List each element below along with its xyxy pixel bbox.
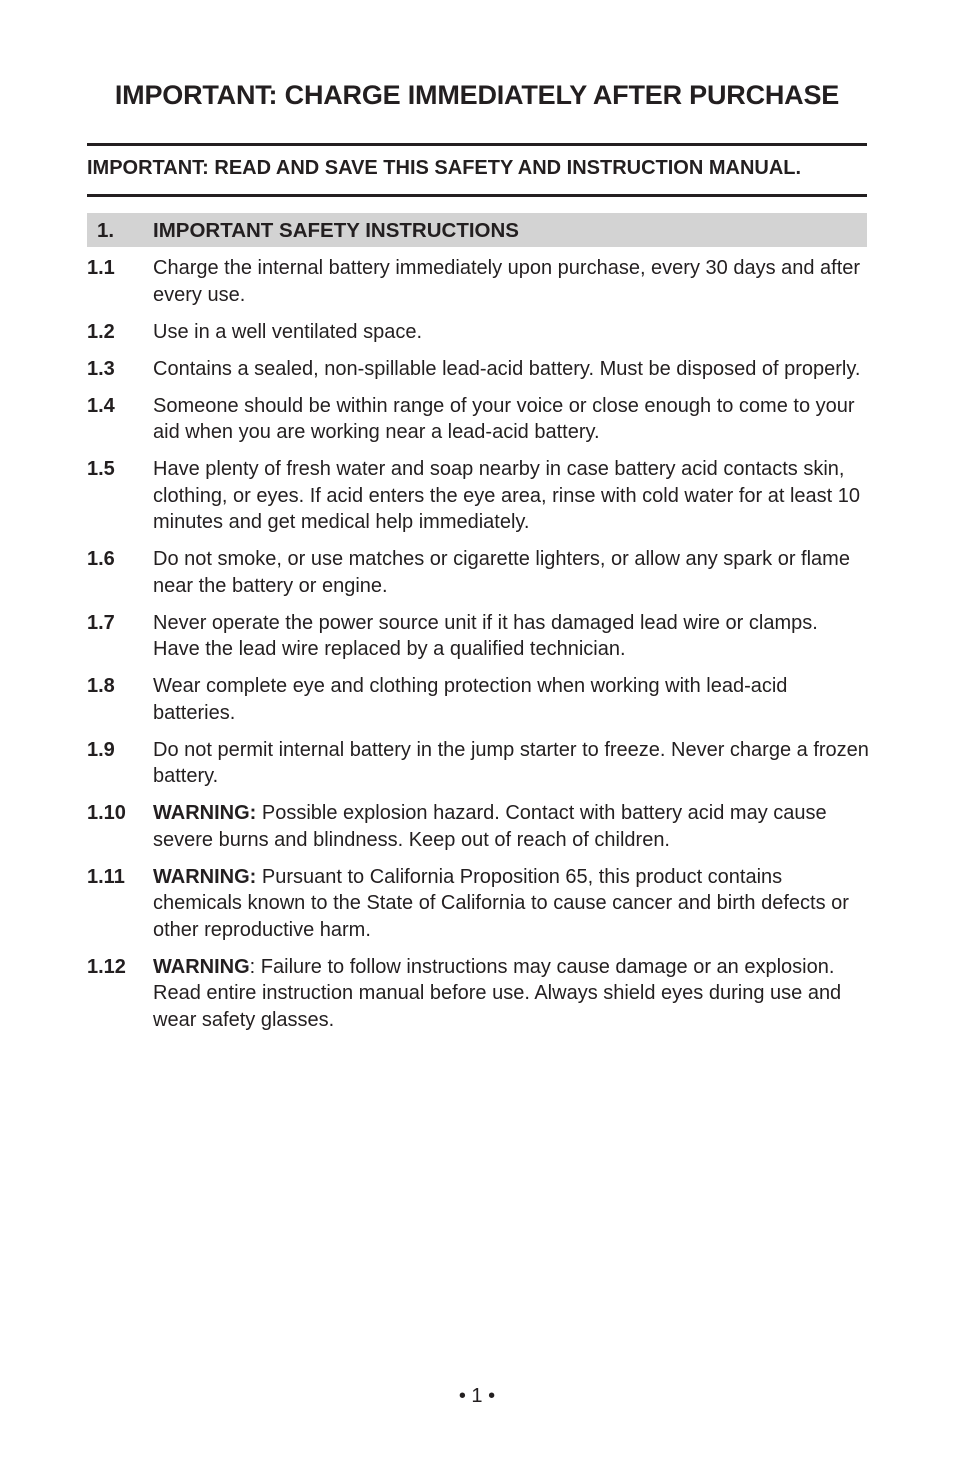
item-number: 1.8 [87, 675, 115, 697]
page-title: IMPORTANT: CHARGE IMMEDIATELY AFTER PURCHASE [114, 80, 840, 110]
item-number: 1.9 [87, 738, 115, 761]
page-number: • 1 • [458, 1385, 496, 1407]
item-text: : Failure to follow instructions may cause damage or an explosion. Read entire instruction manual before use. Always shield eyes during use and wear safety glasses. [153, 955, 842, 1031]
item-number: 1.4 [87, 394, 115, 417]
list-item [87, 546, 869, 599]
list-item [87, 673, 869, 726]
section-header [87, 213, 867, 247]
warning-label: WARNING [153, 955, 250, 978]
list-item [87, 393, 869, 446]
list-item [87, 610, 869, 663]
item-number: 1.7 [87, 611, 115, 634]
item-text: Possible explosion hazard. Contact with battery acid may cause severe burns and blindness. Keep out of reach of children. [153, 802, 827, 851]
section-number: 1. [97, 219, 115, 242]
section-title: IMPORTANT SAFETY INSTRUCTIONS [153, 219, 519, 242]
warning-label: WARNING: [153, 802, 257, 824]
item-text: Have plenty of fresh water and soap nearby in case battery acid contacts skin, clothing, or eyes. If acid enters the eye area, rinse with cold water for at least 10 minutes and get medical help immediately. [153, 458, 861, 533]
item-text: Do not permit internal battery in the jump starter to freeze. Never charge a frozen battery. [153, 738, 869, 787]
item-text: Use in a well ventilated space. [153, 320, 423, 343]
list-item-warning [87, 800, 869, 853]
item-text: Charge the internal battery immediately upon purchase, every 30 days and after every use. [153, 257, 861, 306]
item-text: Wear complete eye and clothing protection when working with lead-acid batteries. [153, 675, 788, 724]
warning-label: WARNING: [153, 865, 257, 888]
item-number: 1.3 [87, 357, 115, 380]
list-item [87, 737, 869, 790]
list-item [87, 319, 869, 346]
item-number: 1.12 [87, 955, 126, 978]
list-item [87, 356, 869, 383]
item-text: Someone should be within range of your voice or close enough to come to your aid when you are working near a lead-acid battery. [153, 394, 855, 443]
item-number: 1.6 [87, 548, 115, 570]
item-text: Do not smoke, or use matches or cigarette lighters, or allow any spark or flame near the battery or engine. [153, 548, 850, 597]
item-number: 1.2 [87, 320, 115, 343]
manual-subtitle: IMPORTANT: READ AND SAVE THIS SAFETY AND INSTRUCTION MANUAL. [87, 157, 802, 179]
item-text: Never operate the power source unit if it has damaged lead wire or clamps. Have the lead wire replaced by a qualified technician. [153, 611, 818, 660]
item-number: 1.11 [87, 865, 125, 888]
bottom-divider [87, 194, 867, 197]
item-number: 1.5 [87, 458, 115, 480]
top-divider [87, 143, 867, 146]
list-item [87, 255, 869, 308]
safety-instructions-list [87, 255, 869, 1044]
list-item [87, 456, 869, 536]
list-item-warning [87, 954, 869, 1034]
item-number: 1.1 [87, 257, 115, 279]
item-number: 1.10 [87, 802, 126, 824]
item-text: Contains a sealed, non-spillable lead-acid battery. Must be disposed of properly. [153, 357, 861, 380]
item-text: Pursuant to California Proposition 65, this product contains chemicals known to the State of California to cause cancer and birth defects or other reproductive harm. [153, 865, 849, 941]
list-item-warning [87, 864, 869, 944]
